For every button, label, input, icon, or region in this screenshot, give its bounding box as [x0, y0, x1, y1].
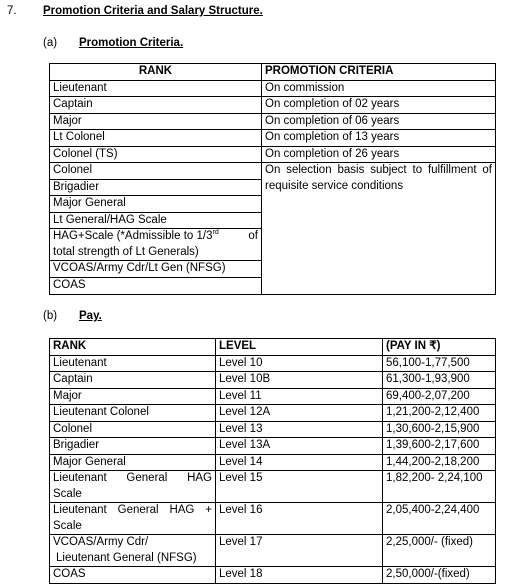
- hag-plus-of: of: [248, 230, 258, 242]
- table-row: [50, 405, 496, 422]
- rank-cell: Colonel: [50, 163, 262, 180]
- pay-table: [49, 338, 496, 584]
- table-row: [50, 113, 496, 130]
- table-row: [50, 388, 496, 405]
- pay-cell: 1,44,200-2,18,200: [383, 454, 496, 471]
- level-cell: Level 17: [216, 535, 383, 567]
- level-cell: Level 14: [216, 454, 383, 471]
- table-row: [50, 438, 496, 455]
- table-header-row: [50, 339, 496, 356]
- table-row: [50, 130, 496, 147]
- table-row: [50, 97, 496, 114]
- criteria-cell: On completion of 13 years: [262, 130, 496, 147]
- part-a-title: Promotion Criteria.: [79, 37, 184, 49]
- level-cell: Level 11: [216, 388, 383, 405]
- rank-cell: Captain: [50, 97, 262, 114]
- level-cell: Level 13: [216, 421, 383, 438]
- table-row: [50, 163, 496, 180]
- rank-cell: Lieutenant Colonel: [50, 405, 216, 422]
- column-header-criteria: PROMOTION CRITERIA: [262, 64, 496, 81]
- pay-cell: 2,05,400-2,24,400: [383, 503, 496, 535]
- hag-plus-line-2: total strength of Lt Generals): [53, 245, 199, 258]
- level-cell: Level 15: [216, 471, 383, 503]
- criteria-cell: On completion of 02 years: [262, 97, 496, 114]
- table-header-row: [50, 64, 496, 81]
- criteria-cell: On completion of 06 years: [262, 113, 496, 130]
- rank-cell: Major: [50, 113, 262, 130]
- rank-cell: Major General: [50, 454, 216, 471]
- hag-plus-line-1: [53, 229, 258, 245]
- rank-cell: Lt Colonel: [50, 130, 262, 147]
- promotion-criteria-table: [49, 63, 496, 295]
- section-number: 7.: [7, 5, 17, 17]
- column-header-level: LEVEL: [216, 339, 383, 356]
- pay-cell: 1,82,200- 2,24,100: [383, 471, 496, 503]
- pay-cell: 61,300-1,93,900: [383, 372, 496, 389]
- pay-cell: 1,21,200-2,12,400: [383, 405, 496, 422]
- level-cell: Level 16: [216, 503, 383, 535]
- table-row: [50, 355, 496, 372]
- level-cell: Level 13A: [216, 438, 383, 455]
- rank-line-2: Scale: [53, 519, 82, 532]
- table-row: [50, 421, 496, 438]
- rank-cell: [50, 503, 216, 535]
- pay-cell: 2,25,000/- (fixed): [383, 535, 496, 567]
- rank-line-2: Lieutenant General (NFSG): [56, 551, 197, 564]
- rank-cell: Lieutenant: [50, 355, 216, 372]
- ordinal-superscript: rd: [212, 229, 219, 237]
- column-header-rank: RANK: [50, 64, 262, 81]
- rank-cell: Brigadier: [50, 179, 262, 196]
- table-row: [50, 535, 496, 567]
- criteria-selection-line-1: On selection basis subject to fulfillment of: [265, 164, 492, 176]
- pay-cell: 56,100-1,77,500: [383, 355, 496, 372]
- part-b-label: (b): [43, 310, 58, 322]
- table-row: [50, 146, 496, 163]
- table-row: [50, 80, 496, 97]
- criteria-selection-line-2: requisite service conditions: [265, 179, 404, 192]
- pay-cell: 1,30,600-2,15,900: [383, 421, 496, 438]
- pay-cell: 69,400-2,07,200: [383, 388, 496, 405]
- part-b-title: Pay.: [79, 310, 102, 322]
- rank-cell: Brigadier: [50, 438, 216, 455]
- pay-cell: 1,39,600-2,17,600: [383, 438, 496, 455]
- rank-line-1: Lieutenant General HAG: [53, 472, 212, 484]
- level-cell: Level 10B: [216, 372, 383, 389]
- table-row: [50, 567, 496, 584]
- table-row: [50, 454, 496, 471]
- table-row: [50, 503, 496, 535]
- pay-cell: 2,50,000/-(fixed): [383, 567, 496, 584]
- criteria-cell-selection: [262, 163, 496, 295]
- rank-cell: Captain: [50, 372, 216, 389]
- table-row: [50, 471, 496, 503]
- rank-cell-hag-plus: [50, 229, 262, 261]
- rank-cell: [50, 535, 216, 567]
- rank-cell: COAS: [50, 277, 262, 294]
- rank-cell: Lt General/HAG Scale: [50, 212, 262, 229]
- criteria-cell: On completion of 26 years: [262, 146, 496, 163]
- column-header-pay: (PAY IN ₹): [383, 339, 496, 356]
- criteria-cell: On commission: [262, 80, 496, 97]
- level-cell: Level 18: [216, 567, 383, 584]
- hag-plus-text: [53, 229, 219, 245]
- hag-plus-text-main: HAG+Scale (*Admissible to 1/3: [53, 230, 213, 242]
- level-cell: Level 10: [216, 355, 383, 372]
- level-cell: Level 12A: [216, 405, 383, 422]
- rank-cell: Colonel: [50, 421, 216, 438]
- table-row: [50, 372, 496, 389]
- part-a-label: (a): [43, 37, 58, 49]
- rank-cell: VCOAS/Army Cdr/Lt Gen (NFSG): [50, 261, 262, 278]
- section-title: Promotion Criteria and Salary Structure.: [43, 5, 263, 17]
- column-header-rank: RANK: [50, 339, 216, 356]
- rank-cell: COAS: [50, 567, 216, 584]
- rank-line-2: Scale: [53, 487, 82, 500]
- rank-cell: [50, 471, 216, 503]
- rank-line-1: VCOAS/Army Cdr/: [53, 536, 149, 548]
- rank-cell: Major: [50, 388, 216, 405]
- rank-cell: Major General: [50, 196, 262, 213]
- rank-cell: Lieutenant: [50, 80, 262, 97]
- rank-cell: Colonel (TS): [50, 146, 262, 163]
- rank-line-1: Lieutenant General HAG +: [53, 504, 212, 516]
